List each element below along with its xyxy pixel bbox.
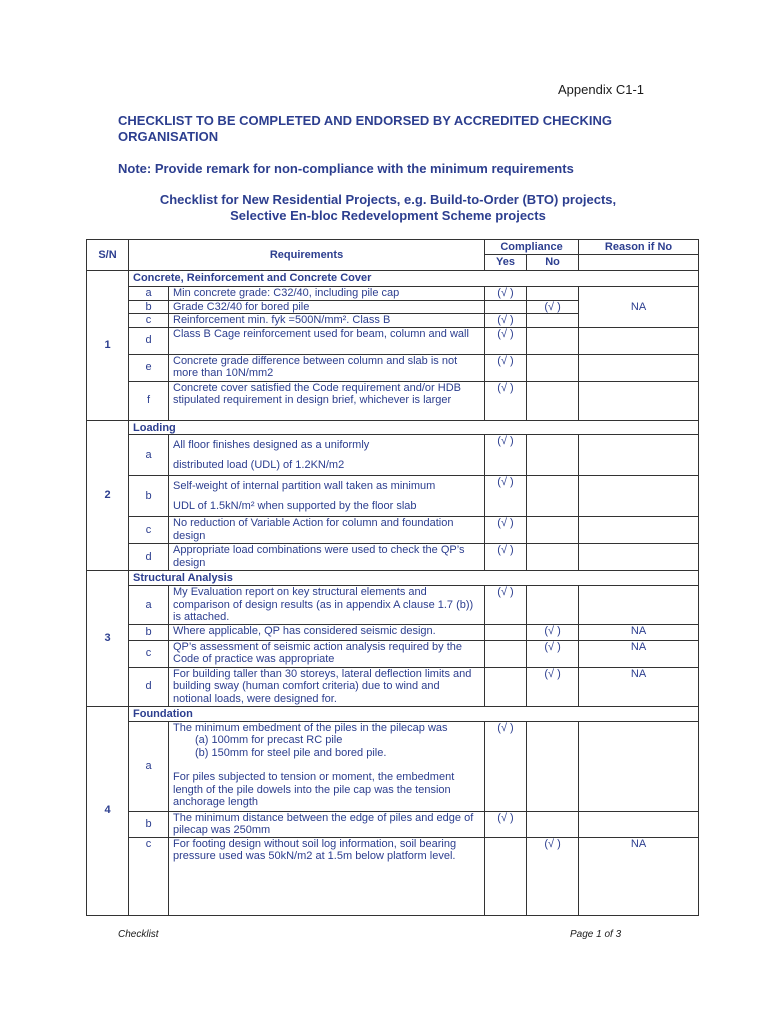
yes-check: (√ ) [485,476,527,517]
note-text: Note: Provide remark for non-compliance with the minimum requirements [118,161,574,176]
yes-check [485,837,527,915]
requirement-text [169,435,485,476]
requirement-text: My Evaluation report on key structural elements and comparison of design results (as in appendix A clause 1.7 (b)) is attached. [169,586,485,625]
header-no: No [527,255,579,271]
table-row [87,435,699,476]
requirement-text: Concrete grade difference between column and slab is not more than 10N/mm2 [169,354,485,381]
requirement-line: The minimum embedment of the piles in the pilecap was [173,721,448,734]
header-yes: Yes [485,255,527,271]
item-letter: f [129,381,169,420]
yes-check: (√ ) [485,721,527,811]
yes-check [485,640,527,667]
requirement-line: Self-weight of internal partition wall taken as minimum [173,480,436,492]
table-row [87,517,699,544]
no-check [527,354,579,381]
requirement-line: distributed load (UDL) of 1.2KN/m2 [173,459,345,471]
section-number: 3 [87,571,129,707]
table-row [87,327,699,354]
section-title: Foundation [129,706,699,721]
table-row [87,287,699,301]
no-check [527,586,579,625]
checklist-subtitle [118,192,658,224]
reason-text: NA [579,667,699,706]
table-row [87,811,699,837]
subtitle-line-2: Selective En-bloc Redevelopment Scheme projects [230,208,546,223]
item-letter: a [129,287,169,301]
requirement-text: No reduction of Variable Action for column and foundation design [169,517,485,544]
no-check [527,435,579,476]
header-sn: S/N [87,240,129,271]
header-reason: Reason if No [579,240,699,255]
item-letter: c [129,640,169,667]
yes-check: (√ ) [485,287,527,301]
table-row [87,476,699,517]
footer-label: Checklist [118,929,159,940]
item-letter: b [129,300,169,314]
item-letter: e [129,354,169,381]
item-letter: a [129,721,169,811]
section-title: Concrete, Reinforcement and Concrete Cover [129,271,699,287]
item-letter: b [129,811,169,837]
item-letter: b [129,624,169,640]
no-check: (√ ) [527,667,579,706]
requirement-text: Where applicable, QP has considered seismic design. [169,624,485,640]
yes-check: (√ ) [485,435,527,476]
reason-text [579,435,699,476]
header-reason-blank [579,255,699,271]
reason-text: NA [579,624,699,640]
reason-text: NA [579,287,699,328]
reason-text [579,327,699,354]
no-check [527,476,579,517]
section-title: Loading [129,420,699,435]
header-row-1 [87,240,699,255]
page-number: Page 1 of 3 [570,929,622,940]
no-check [527,721,579,811]
no-check: (√ ) [527,300,579,314]
table-row [87,586,699,625]
no-check [527,327,579,354]
reason-text [579,476,699,517]
yes-check: (√ ) [485,586,527,625]
item-letter: a [129,586,169,625]
section-number: 1 [87,271,129,421]
requirement-text: Reinforcement min. fyk =500N/mm². Class B [169,314,485,328]
requirement-text: QP’s assessment of seismic action analysis required by the Code of practice was appropriate [169,640,485,667]
item-letter: c [129,837,169,915]
section-row [87,271,699,287]
appendix-label: Appendix C1-1 [558,82,644,97]
item-letter: a [129,435,169,476]
requirement-text: For building taller than 30 storeys, lateral deflection limits and building sway (human comfort criteria) due to wind and notional loads, were designed for. [169,667,485,706]
reason-text [579,544,699,571]
document-heading: CHECKLIST TO BE COMPLETED AND ENDORSED BY ACCREDITED CHECKING ORGANISATION [118,113,613,144]
requirement-text: For footing design without soil log information, soil bearing pressure used was 50kN/m2 at 1.5m below platform level. [169,837,485,915]
requirement-text [169,721,485,811]
reason-text [579,811,699,837]
section-row [87,706,699,721]
section-number: 2 [87,420,129,571]
yes-check: (√ ) [485,381,527,420]
requirement-text: Min concrete grade: C32/40, including pile cap [169,287,485,301]
requirement-line: UDL of 1.5kN/m² when supported by the floor slab [173,500,417,512]
item-letter: d [129,327,169,354]
table-row [87,544,699,571]
requirement-text [169,476,485,517]
section-number: 4 [87,706,129,915]
reason-text: NA [579,837,699,915]
yes-check: (√ ) [485,314,527,328]
yes-check: (√ ) [485,354,527,381]
requirement-text: Appropriate load combinations were used to check the QP’s design [169,544,485,571]
reason-text [579,586,699,625]
reason-text [579,517,699,544]
checklist-table [86,239,699,916]
no-check [527,381,579,420]
table-row [87,837,699,915]
table-row [87,721,699,811]
yes-check: (√ ) [485,811,527,837]
item-letter: c [129,314,169,328]
yes-check [485,300,527,314]
yes-check [485,624,527,640]
item-letter: b [129,476,169,517]
subtitle-line-1: Checklist for New Residential Projects, e.g. Build-to-Order (BTO) projects, [159,192,617,207]
table-row [87,640,699,667]
yes-check: (√ ) [485,327,527,354]
yes-check [485,667,527,706]
no-check: (√ ) [527,640,579,667]
section-row [87,571,699,586]
yes-check: (√ ) [485,517,527,544]
requirement-line: All floor finishes designed as a uniformly [173,439,370,451]
no-check [527,287,579,301]
header-compliance: Compliance [485,240,579,255]
requirement-text: The minimum distance between the edge of piles and edge of pilecap was 250mm [169,811,485,837]
requirement-text: Grade C32/40 for bored pile [169,300,485,314]
yes-check: (√ ) [485,544,527,571]
section-row [87,420,699,435]
requirement-text: Class B Cage reinforcement used for beam, column and wall [169,327,485,354]
table-row [87,354,699,381]
header-requirements: Requirements [129,240,485,271]
no-check [527,811,579,837]
reason-text [579,381,699,420]
requirement-subitem: (a) 100mm for precast RC pile [195,734,343,746]
table-row [87,667,699,706]
requirement-text: Concrete cover satisfied the Code requirement and/or HDB stipulated requirement in design brief, whichever is larger [169,381,485,420]
table-row [87,624,699,640]
reason-text: NA [579,640,699,667]
requirement-subitem: (b) 150mm for steel pile and bored pile. [195,746,387,759]
table-row [87,381,699,420]
no-check [527,544,579,571]
reason-text [579,721,699,811]
reason-text [579,354,699,381]
item-letter: d [129,544,169,571]
no-check [527,314,579,328]
section-title: Structural Analysis [129,571,699,586]
requirement-line: For piles subjected to tension or moment, the embedment length of the pile dowels into the pile cap was the tension anchorage length [173,771,455,808]
no-check: (√ ) [527,624,579,640]
no-check [527,517,579,544]
item-letter: c [129,517,169,544]
no-check: (√ ) [527,837,579,915]
item-letter: d [129,667,169,706]
